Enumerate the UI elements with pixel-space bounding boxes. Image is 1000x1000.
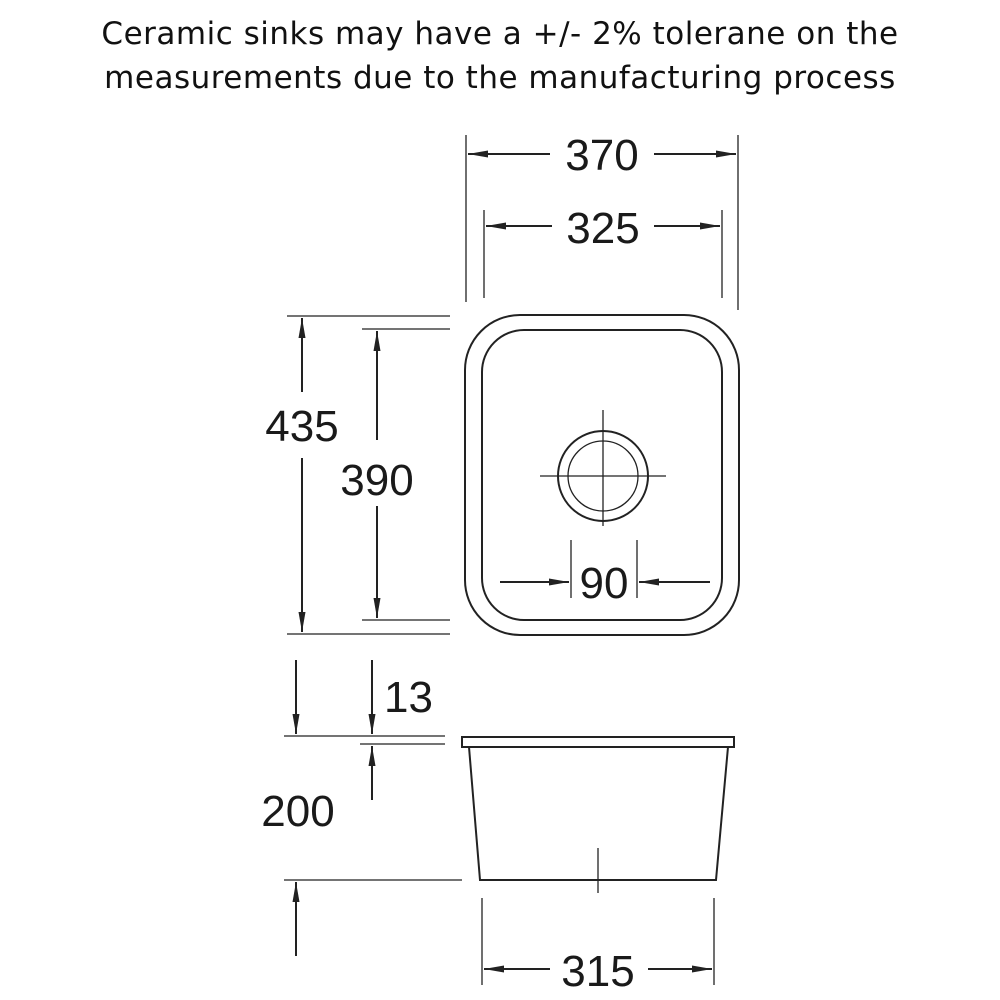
inner-length-label: 390	[340, 456, 414, 505]
base-width-dimension	[482, 898, 714, 996]
tolerance-note-line-1: Ceramic sinks may have a +/- 2% tolerane on the	[101, 16, 899, 52]
inner-width-label: 325	[566, 204, 640, 253]
overall-length-label: 435	[265, 402, 339, 451]
overall-width-label: 370	[565, 131, 639, 180]
waste-outlet	[540, 410, 666, 526]
sink-side-rim	[462, 737, 734, 747]
tolerance-note-line-2: measurements due to the manufacturing process	[104, 60, 896, 96]
inner-width-dimension	[484, 204, 722, 298]
depth-label: 200	[261, 787, 335, 836]
base-width-label: 315	[561, 947, 635, 996]
waste-diameter-label: 90	[579, 559, 629, 608]
sink-side-view	[462, 737, 734, 893]
waste-diameter-dimension	[500, 540, 710, 608]
inner-length-dimension	[340, 329, 450, 620]
sink-top-view	[465, 315, 739, 635]
rim-thickness-label: 13	[384, 673, 433, 722]
rim-thickness-dimension	[360, 660, 445, 800]
